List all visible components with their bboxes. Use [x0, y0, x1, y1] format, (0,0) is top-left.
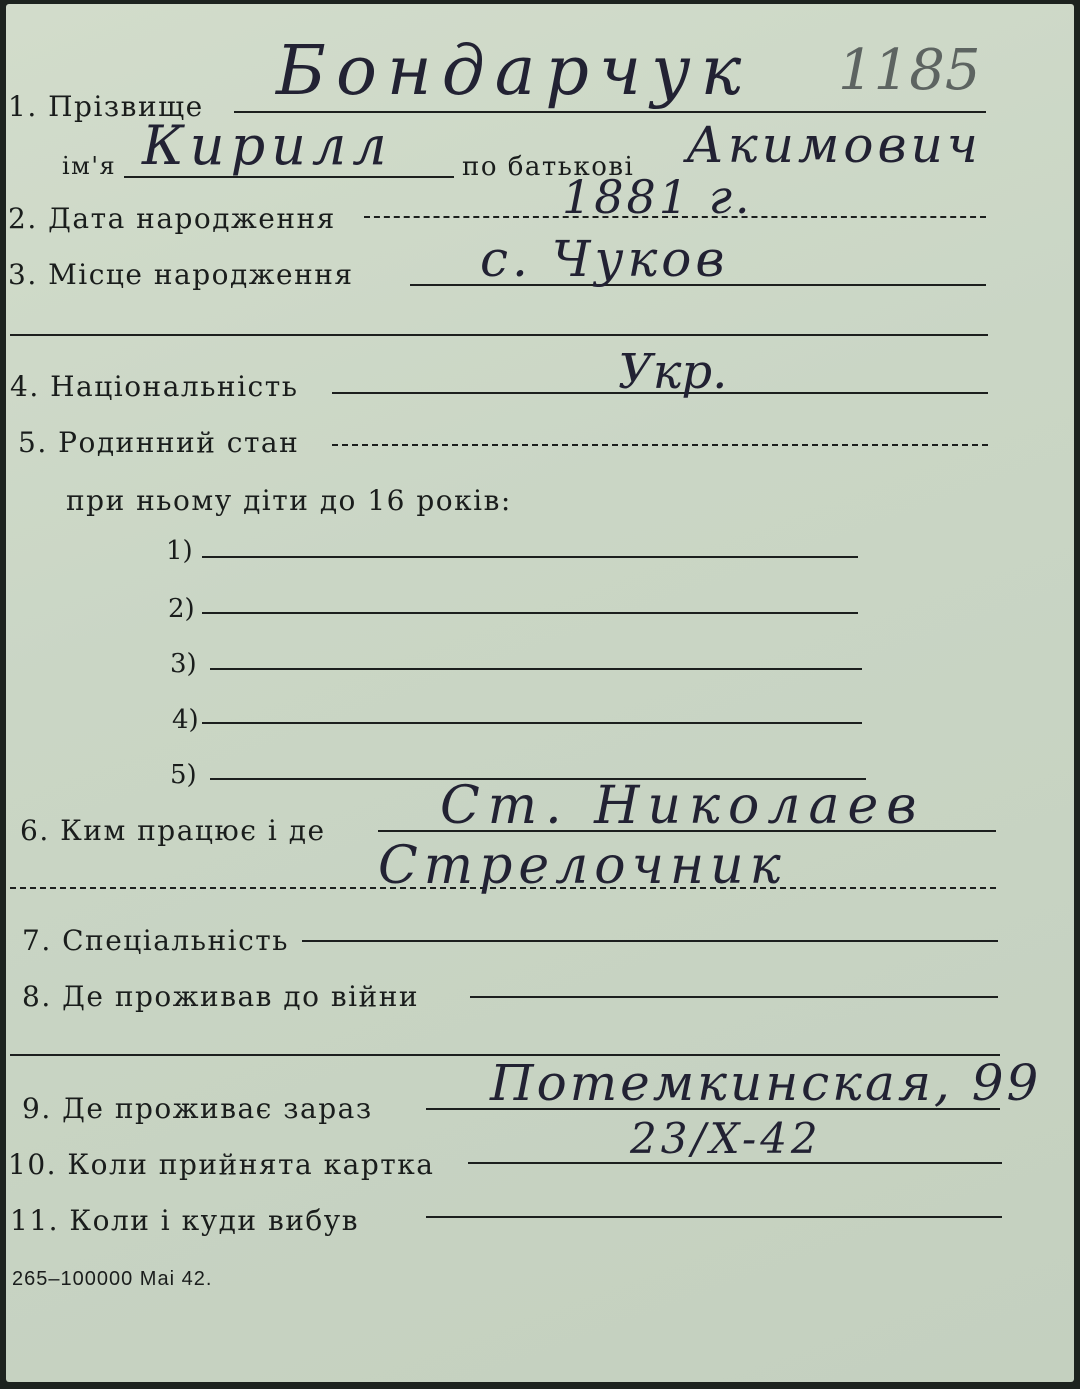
child-4-line	[202, 722, 862, 724]
prewar-residence-line	[470, 996, 998, 998]
card-accepted-value: 23/X-42	[630, 1114, 822, 1163]
name-label: ім'я	[62, 152, 117, 180]
current-residence-label: 9. Де проживає зараз	[22, 1092, 373, 1125]
birth-place-value: с. Чуков	[480, 230, 729, 288]
child-3-number: 3)	[170, 649, 197, 679]
children-label: при ньому діти до 16 років:	[66, 484, 512, 517]
child-1-number: 1)	[166, 536, 193, 566]
patronymic-label: по батькові	[462, 152, 635, 182]
surname-line	[234, 111, 986, 113]
specialty-label: 7. Спеціальність	[22, 924, 289, 957]
departure-line	[426, 1216, 1002, 1218]
birth-date-label: 2. Дата народження	[8, 202, 336, 235]
family-status-line	[332, 444, 988, 446]
birth-date-value: 1881 г.	[562, 170, 753, 224]
work-label: 6. Ким працює і де	[20, 814, 326, 847]
work-value-line-1: Ст. Николаев	[440, 776, 925, 836]
nationality-label: 4. Національність	[10, 370, 299, 403]
registration-card	[6, 4, 1074, 1382]
birth-place-line-2	[10, 334, 988, 336]
prewar-residence-label: 8. Де проживав до війни	[22, 980, 420, 1013]
birth-place-label: 3. Місце народження	[8, 258, 354, 291]
child-2-number: 2)	[168, 594, 195, 624]
child-3-line	[210, 668, 862, 670]
archive-number: 1185	[838, 38, 981, 103]
nationality-value: Укр.	[618, 344, 728, 400]
specialty-line	[302, 940, 998, 942]
family-status-label: 5. Родинний стан	[18, 426, 300, 459]
child-5-number: 5)	[170, 760, 197, 790]
current-residence-value: Потемкинская, 99	[490, 1054, 1042, 1112]
work-value-line-2: Стрелочник	[378, 836, 787, 896]
card-accepted-label: 10. Коли прийнята картка	[8, 1148, 435, 1181]
surname-value: Бондарчук	[276, 32, 752, 111]
surname-label: 1. Прізвище	[8, 90, 204, 123]
child-2-line	[202, 612, 858, 614]
child-1-line	[202, 556, 858, 558]
print-info: 265–100000 Mai 42.	[12, 1268, 213, 1290]
name-value: Кирилл	[142, 114, 393, 177]
child-4-number: 4)	[172, 705, 199, 735]
departure-label: 11. Коли і куди вибув	[10, 1204, 359, 1237]
patronymic-value: Акимович	[686, 116, 982, 174]
